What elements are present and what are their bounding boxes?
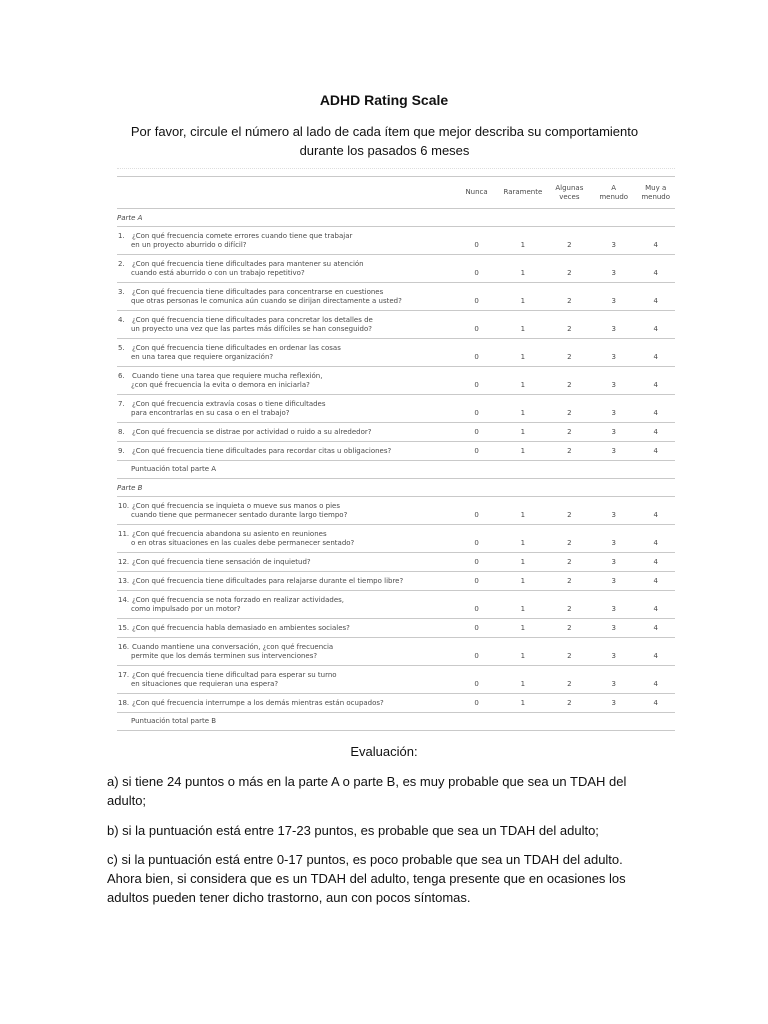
score-option[interactable]: 0 (455, 255, 498, 283)
column-header-label: veces (559, 192, 580, 201)
question-number: 18. (118, 698, 130, 707)
question-row (117, 395, 675, 423)
column-header-label: Raramente (503, 188, 543, 196)
score-option[interactable]: 2 (548, 311, 591, 339)
score-option[interactable]: 3 (591, 572, 636, 591)
column-header-muy-a-menudo (636, 177, 675, 209)
score-option[interactable]: 1 (498, 311, 548, 339)
question-line (118, 372, 455, 381)
question-line (118, 502, 455, 511)
score-option[interactable]: 2 (548, 638, 591, 666)
question-number: 4. (118, 316, 125, 324)
question-line-text: permite que los demás terminen sus intervenciones? (131, 651, 318, 660)
question-number: 1. (118, 232, 125, 240)
column-header-label: Muy a (645, 183, 667, 192)
score-option[interactable]: 1 (498, 227, 548, 255)
question-line (118, 232, 455, 241)
score-option[interactable]: 2 (548, 255, 591, 283)
question-number: 16. (118, 643, 130, 651)
question-number: 7. (118, 400, 125, 408)
column-header-raramente (498, 177, 548, 209)
column-header-algunas-veces (548, 177, 591, 209)
score-option[interactable]: 1 (498, 572, 548, 591)
column-header-label: Algunas (555, 183, 584, 192)
score-option[interactable]: 0 (455, 311, 498, 339)
question-text (117, 591, 455, 619)
score-option[interactable]: 4 (636, 572, 675, 591)
question-line-text: ¿Con qué frecuencia se distrae por actividad o ruido a su alrededor? (132, 427, 372, 436)
score-option[interactable]: 4 (636, 311, 675, 339)
score-option[interactable]: 3 (591, 591, 636, 619)
total-blank-cell (591, 461, 636, 479)
question-line-text: ¿Con qué frecuencia tiene dificultades para concentrarse en cuestiones (132, 288, 384, 296)
question-line-text: como impulsado por un motor? (131, 604, 241, 613)
score-option[interactable]: 2 (548, 442, 591, 461)
question-line-text: un proyecto una vez que las partes más difíciles se han conseguido? (131, 324, 372, 333)
question-line-text: ¿Con qué frecuencia tiene dificultades para recordar citas u obligaciones? (132, 446, 392, 455)
question-line (118, 624, 455, 633)
score-option[interactable]: 4 (636, 666, 675, 694)
question-line (118, 596, 455, 605)
question-text (117, 572, 455, 591)
score-option[interactable]: 2 (548, 497, 591, 525)
question-line (118, 671, 455, 680)
total-blank-cell (548, 713, 591, 731)
question-number: 2. (118, 260, 125, 268)
total-blank-cell (498, 461, 548, 479)
score-option[interactable]: 0 (455, 553, 498, 572)
question-row (117, 525, 675, 553)
question-text (117, 525, 455, 553)
score-option[interactable]: 2 (548, 572, 591, 591)
question-line-text: en situaciones que requieran una espera? (131, 679, 279, 688)
question-row (117, 311, 675, 339)
question-text (117, 255, 455, 283)
section-label: Parte A (117, 209, 675, 227)
question-row (117, 423, 675, 442)
evaluation-title: Evaluación: (350, 744, 418, 759)
question-line-text: ¿Con qué frecuencia comete errores cuando tiene que trabajar (132, 232, 353, 240)
column-header-nunca (455, 177, 498, 209)
total-blank-cell (636, 713, 675, 731)
total-row (117, 461, 675, 479)
score-option[interactable]: 2 (548, 227, 591, 255)
question-number: 8. (118, 427, 125, 436)
question-row (117, 367, 675, 395)
score-option[interactable]: 0 (455, 442, 498, 461)
score-option[interactable]: 4 (636, 619, 675, 638)
score-option[interactable]: 4 (636, 591, 675, 619)
score-option[interactable]: 2 (548, 591, 591, 619)
question-line-text: ¿Con qué frecuencia se nota forzado en realizar actividades, (132, 596, 345, 604)
question-line (118, 260, 455, 269)
question-line-text: ¿con qué frecuencia la evita o demora en iniciarla? (131, 380, 310, 389)
question-line-text: Cuando tiene una tarea que requiere mucha reflexión, (132, 372, 323, 380)
table-header-row (117, 177, 675, 209)
score-option[interactable]: 4 (636, 283, 675, 311)
question-number: 12. (118, 557, 130, 566)
question-line-text: o en otras situaciones en las cuales debe permanecer sentado? (131, 538, 355, 547)
question-line-text: cuando está aburrido o con un trabajo repetitivo? (131, 268, 305, 277)
score-option[interactable]: 3 (591, 283, 636, 311)
question-line (118, 577, 455, 586)
question-row (117, 619, 675, 638)
score-option[interactable]: 2 (548, 666, 591, 694)
score-option[interactable]: 3 (591, 311, 636, 339)
question-line-text: ¿Con qué frecuencia tiene dificultades para mantener su atención (132, 260, 364, 268)
score-option[interactable]: 2 (548, 694, 591, 713)
question-number: 6. (118, 372, 125, 380)
score-option[interactable]: 3 (591, 553, 636, 572)
instructions-text: Por favor, circule el número al lado de cada ítem que mejor describa su comportamiento durante los pasados 6 meses (130, 124, 639, 158)
question-line-text: ¿Con qué frecuencia abandona su asiento en reuniones (132, 530, 327, 538)
score-option[interactable]: 2 (548, 423, 591, 442)
evaluation-criterion-a: a) si tiene 24 puntos o más en la parte A o parte B, es muy probable que sea un TDAH del adulto; (107, 774, 627, 808)
question-number: 13. (118, 576, 130, 585)
question-text (117, 395, 455, 423)
score-option[interactable]: 0 (455, 339, 498, 367)
score-option[interactable]: 3 (591, 367, 636, 395)
score-option[interactable]: 0 (455, 666, 498, 694)
score-option[interactable]: 1 (498, 591, 548, 619)
question-row (117, 227, 675, 255)
score-option[interactable]: 2 (548, 525, 591, 553)
score-option[interactable]: 3 (591, 423, 636, 442)
score-option[interactable]: 2 (548, 619, 591, 638)
question-row (117, 283, 675, 311)
question-row (117, 572, 675, 591)
question-text (117, 367, 455, 395)
question-number: 15. (118, 623, 130, 632)
score-option[interactable]: 1 (498, 619, 548, 638)
section-row (117, 479, 675, 497)
score-option[interactable]: 0 (455, 619, 498, 638)
score-option[interactable]: 0 (455, 423, 498, 442)
question-line-text: Cuando mantiene una conversación, ¿con qué frecuencia (132, 643, 334, 651)
question-text (117, 553, 455, 572)
question-text (117, 638, 455, 666)
column-header-label: Nunca (465, 188, 488, 196)
score-option[interactable]: 4 (636, 553, 675, 572)
question-line-text: ¿Con qué frecuencia interrumpe a los demás mientras están ocupados? (132, 698, 384, 707)
score-option[interactable]: 0 (455, 227, 498, 255)
score-option[interactable]: 1 (498, 367, 548, 395)
score-option[interactable]: 4 (636, 442, 675, 461)
question-line (118, 428, 455, 437)
score-option[interactable]: 0 (455, 525, 498, 553)
score-option[interactable]: 0 (455, 638, 498, 666)
question-line-text: ¿Con qué frecuencia tiene dificultad para esperar su turno (132, 671, 337, 679)
question-number: 5. (118, 344, 125, 352)
question-line (118, 447, 455, 456)
total-label: Puntuación total parte A (117, 461, 455, 479)
question-line-text: ¿Con qué frecuencia tiene dificultades en ordenar las cosas (132, 344, 341, 352)
column-header-label: A (611, 183, 617, 192)
question-row (117, 638, 675, 666)
score-option[interactable]: 0 (455, 572, 498, 591)
score-option[interactable]: 1 (498, 694, 548, 713)
question-line (118, 316, 455, 325)
total-blank-cell (636, 461, 675, 479)
score-option[interactable]: 3 (591, 619, 636, 638)
page-title: ADHD Rating Scale (319, 92, 449, 108)
score-option[interactable]: 0 (455, 591, 498, 619)
question-number: 10. (118, 502, 130, 510)
score-option[interactable]: 3 (591, 525, 636, 553)
question-text (117, 423, 455, 442)
score-option[interactable]: 0 (455, 283, 498, 311)
column-header-a-menudo (591, 177, 636, 209)
score-option[interactable]: 3 (591, 442, 636, 461)
score-option[interactable]: 4 (636, 423, 675, 442)
column-header-label: menudo (641, 192, 671, 201)
score-option[interactable]: 1 (498, 442, 548, 461)
question-line (118, 400, 455, 409)
question-row (117, 442, 675, 461)
score-option[interactable]: 4 (636, 339, 675, 367)
question-line (118, 288, 455, 297)
score-option[interactable]: 2 (548, 553, 591, 572)
question-line-text: ¿Con qué frecuencia tiene dificultades para relajarse durante el tiempo libre? (132, 576, 404, 585)
score-option[interactable]: 1 (498, 283, 548, 311)
score-option[interactable]: 3 (591, 497, 636, 525)
score-option[interactable]: 1 (498, 638, 548, 666)
question-number: 14. (118, 596, 130, 604)
question-text (117, 442, 455, 461)
score-option[interactable]: 4 (636, 255, 675, 283)
total-blank-cell (455, 713, 498, 731)
question-line-text: cuando tiene que permanecer sentado durante largo tiempo? (131, 510, 348, 519)
divider (117, 168, 675, 169)
score-option[interactable]: 4 (636, 694, 675, 713)
question-row (117, 553, 675, 572)
question-row (117, 339, 675, 367)
question-row (117, 255, 675, 283)
score-option[interactable]: 3 (591, 395, 636, 423)
score-option[interactable]: 1 (498, 553, 548, 572)
score-option[interactable]: 2 (548, 367, 591, 395)
question-text (117, 283, 455, 311)
question-number: 9. (118, 446, 125, 455)
score-option[interactable]: 2 (548, 339, 591, 367)
question-line (118, 643, 455, 652)
score-option[interactable]: 3 (591, 227, 636, 255)
score-option[interactable]: 1 (498, 423, 548, 442)
score-option[interactable]: 1 (498, 255, 548, 283)
question-text (117, 339, 455, 367)
score-option[interactable]: 4 (636, 227, 675, 255)
score-option[interactable]: 0 (455, 395, 498, 423)
section-label: Parte B (117, 479, 675, 497)
evaluation-criterion-b: b) si la puntuación está entre 17-23 puntos, es probable que sea un TDAH del adulto; (107, 823, 599, 838)
question-line-text: ¿Con qué frecuencia tiene dificultades para concretar los detalles de (132, 316, 373, 324)
question-line-text: para encontrarlas en su casa o en el trabajo? (131, 408, 290, 417)
score-option[interactable]: 0 (455, 367, 498, 395)
question-line (118, 699, 455, 708)
score-option[interactable]: 4 (636, 395, 675, 423)
question-text (117, 227, 455, 255)
question-line-text: ¿Con qué frecuencia se inquieta o mueve sus manos o pies (132, 502, 340, 510)
score-option[interactable]: 2 (548, 283, 591, 311)
score-option[interactable]: 1 (498, 339, 548, 367)
section-row (117, 209, 675, 227)
question-line (118, 530, 455, 539)
question-line (118, 558, 455, 567)
score-option[interactable]: 1 (498, 666, 548, 694)
question-text (117, 497, 455, 525)
question-number: 3. (118, 288, 125, 296)
score-option[interactable]: 1 (498, 395, 548, 423)
question-text (117, 666, 455, 694)
score-option[interactable]: 0 (455, 497, 498, 525)
score-option[interactable]: 3 (591, 339, 636, 367)
question-number: 17. (118, 671, 130, 679)
total-row (117, 713, 675, 731)
score-option[interactable]: 4 (636, 638, 675, 666)
question-line-text: que otras personas le comunica aún cuando se dirijan directamente a usted? (131, 296, 402, 305)
question-line-text: en un proyecto aburrido o difícil? (131, 240, 247, 249)
question-line-text: ¿Con qué frecuencia habla demasiado en ambientes sociales? (132, 623, 350, 632)
question-line-text: ¿Con qué frecuencia extravía cosas o tiene dificultades (132, 400, 326, 408)
question-row (117, 497, 675, 525)
score-option[interactable]: 4 (636, 497, 675, 525)
question-text (117, 311, 455, 339)
question-row (117, 666, 675, 694)
score-option[interactable]: 3 (591, 694, 636, 713)
evaluation-criterion-c: c) si la puntuación está entre 0-17 puntos, es poco probable que sea un TDAH del adulto. Ahora bien, si considera que es un TDAH del adulto, tenga presente que en ocasiones los adultos pueden tener dicho trastorno, aun con pocos síntomas. (107, 852, 626, 905)
score-option[interactable]: 4 (636, 367, 675, 395)
score-option[interactable]: 3 (591, 638, 636, 666)
score-option[interactable]: 3 (591, 666, 636, 694)
rating-scale-table (117, 176, 675, 731)
total-blank-cell (591, 713, 636, 731)
total-blank-cell (548, 461, 591, 479)
question-line (118, 344, 455, 353)
question-row (117, 694, 675, 713)
score-option[interactable]: 4 (636, 525, 675, 553)
score-option[interactable]: 0 (455, 694, 498, 713)
column-header-label: menudo (599, 192, 629, 201)
question-text (117, 619, 455, 638)
question-text (117, 694, 455, 713)
question-number: 11. (118, 530, 130, 538)
question-line-text: en una tarea que requiere organización? (131, 352, 274, 361)
total-blank-cell (498, 713, 548, 731)
total-blank-cell (455, 461, 498, 479)
score-option[interactable]: 1 (498, 497, 548, 525)
total-label: Puntuación total parte B (117, 713, 455, 731)
header-blank-cell (117, 177, 455, 209)
question-row (117, 591, 675, 619)
score-option[interactable]: 1 (498, 525, 548, 553)
score-option[interactable]: 3 (591, 255, 636, 283)
question-line-text: ¿Con qué frecuencia tiene sensación de inquietud? (132, 557, 311, 566)
score-option[interactable]: 2 (548, 395, 591, 423)
